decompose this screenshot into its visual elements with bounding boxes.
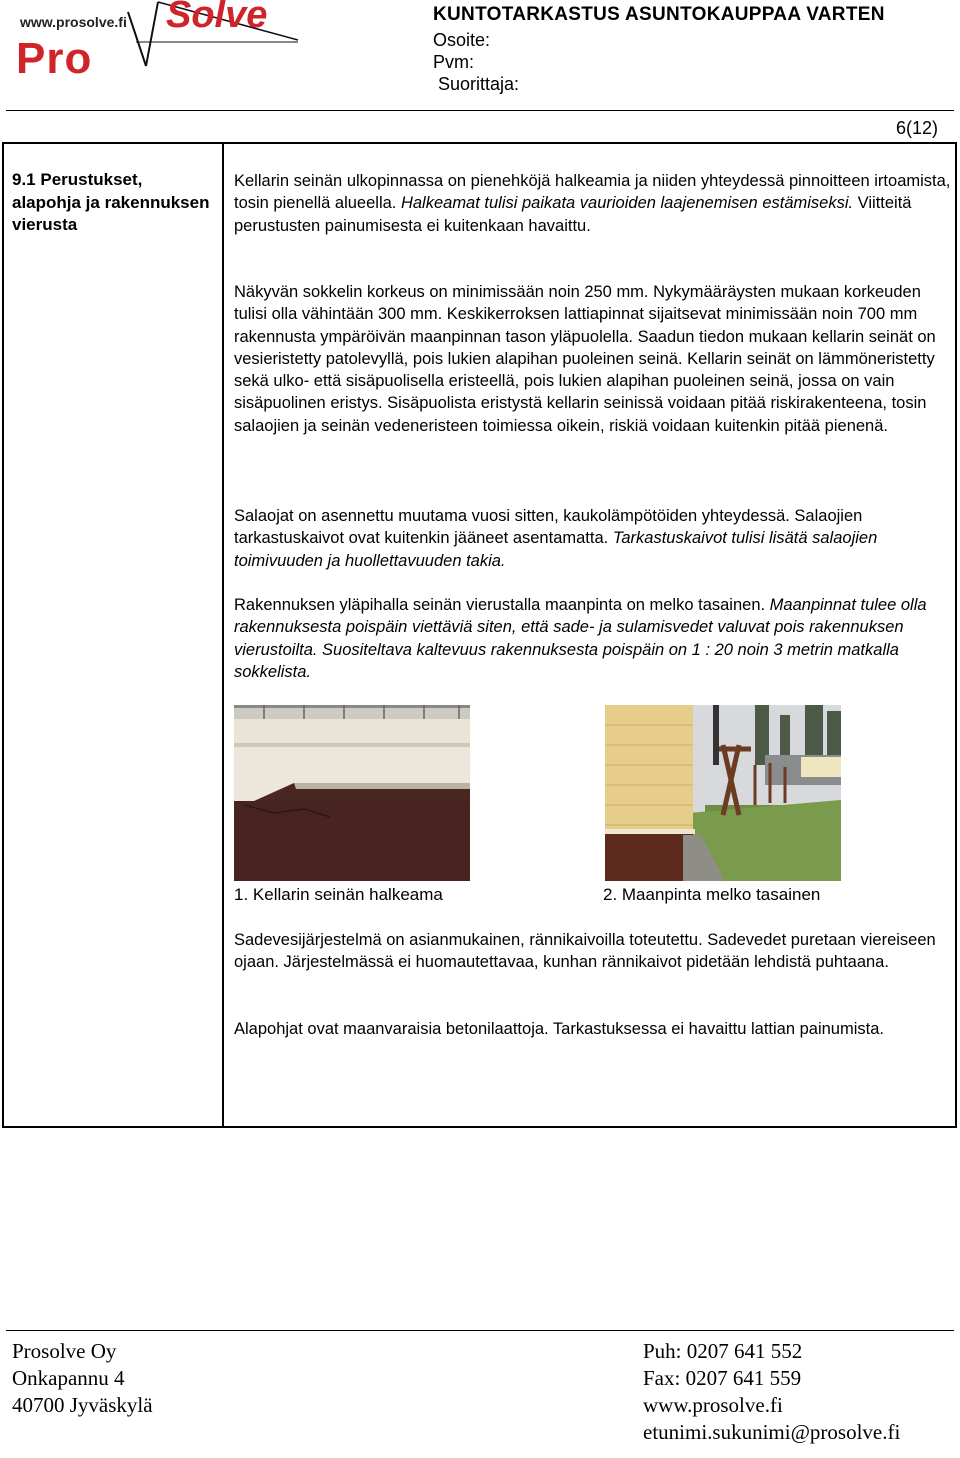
footer-phone: Puh: 0207 641 552 xyxy=(643,1339,803,1363)
paragraph-rainwater: Sadevesijärjestelmä on asianmukainen, rännikaivoilla toteutettu. Sadevedet puretaan viereiseen ojaan. Järjestelmässä ei huomautettavaa, kunhan rännikaivot pidetään lehdistä puhtaana. xyxy=(234,931,936,972)
footer-street: Onkapannu 4 xyxy=(12,1366,125,1390)
section-heading: 9.1 Perustukset, alapohja ja rakennuksen vierusta xyxy=(12,170,210,234)
paragraph-ground-slope-text: Rakennuksen yläpihalla seinän vierustalla maanpinta on melko tasainen. xyxy=(234,596,770,614)
photo-wall-crack xyxy=(234,705,470,881)
date-label: Pvm: xyxy=(433,52,475,72)
photo-caption-2: 2. Maanpinta melko tasainen xyxy=(603,885,821,904)
paragraph-ground-slope-recommendation: Maanpinnat tulee olla rakennuksesta poispäin viettäviä siten, että sade- ja sulamisvedet valuvat pois rakennuksen vierustoilta. Suositeltava kaltevuus rakennuksesta poispäin on 1 : 20 noin 3 metrin matkalla sokkelista. xyxy=(234,596,927,681)
footer-website-link[interactable]: www.prosolve.fi xyxy=(643,1393,783,1417)
paragraph-cracks-tail: Viitteitä perustusten painumisesta ei kuitenkaan havaittu. xyxy=(234,194,912,235)
paragraph-cracks xyxy=(234,170,952,237)
logo-solve-text: Solve xyxy=(166,0,268,36)
paragraph-cracks-recommendation: Halkeamat tulisi paikata vaurioiden laajenemisen estämiseksi. xyxy=(400,194,854,213)
footer-fax: Fax: 0207 641 559 xyxy=(643,1366,802,1390)
paragraph-plinth: Näkyvän sokkelin korkeus on minimissään noin 250 mm. Nykymääräysten mukaan korkeuden tulisi olla vähintään 300 mm. Keskikerroksen lattiapinnat sijaitsevat minimissään noin 700 mm rakennusta ympäröivän maanpinnan tason yläpuolella. Saadun tiedon mukaan kellarin seinät on vesieristetty patolevyllä, pois lukien alapihan puoleinen seinä. Kellarin seinät on lämmöneristetty sekä ulko- että sisäpuolisella eristeellä, pois lukien alapihan puoleinen seinä, jossa on vain sisäpuolinen eristys. Sisäpuolista eristystä kellarin seinissä voidaan pitää riskirakenteena, tosin salaojien ja seinän vedeneristeen toimiessa oikein, riskiä voidaan kuitenkin pitää pienenä. xyxy=(234,283,936,435)
paragraph-drainage xyxy=(234,505,952,572)
footer-company: Prosolve Oy xyxy=(12,1339,117,1363)
paragraph-drainage-text: Salaojat on asennettu muutama vuosi sitten, kaukolämpötöiden yhteydessä. Salaojien tarkastuskaivot ovat kuitenkin jääneet asentamatta. xyxy=(234,507,863,548)
paragraph-drainage-recommendation: Tarkastuskaivot tulisi lisätä salaojien toimivuuden ja huollettavuuden takia. xyxy=(234,529,878,570)
column-divider xyxy=(222,143,224,1128)
footer-city: 40700 Jyväskylä xyxy=(12,1393,153,1417)
logo-url-text: www.prosolve.fi xyxy=(20,14,127,30)
paragraph-base-floor: Alapohjat ovat maanvaraisia betonilaattoja. Tarkastuksessa ei havaittu lattian painumista. xyxy=(234,1020,884,1038)
logo-pro-text: Pro xyxy=(16,34,93,83)
photo-ground-level xyxy=(605,705,841,881)
photo-caption-1: 1. Kellarin seinän halkeama xyxy=(234,885,443,904)
header-divider xyxy=(6,110,954,111)
paragraph-ground-slope xyxy=(234,594,952,683)
document-title: KUNTOTARKASTUS ASUNTOKAUPPAA VARTEN xyxy=(433,4,885,25)
inspector-label: Suorittaja: xyxy=(438,74,520,94)
footer-email-link[interactable]: etunimi.sukunimi@prosolve.fi xyxy=(643,1420,901,1444)
address-label: Osoite: xyxy=(433,30,491,50)
page-number: 6(12) xyxy=(896,118,939,138)
prosolve-logo xyxy=(8,0,298,84)
paragraph-cracks-text: Kellarin seinän ulkopinnassa on pienehköjä halkeamia ja niiden yhteydessä pinnoitteen irtoamista, tosin pienellä alueella. xyxy=(234,172,951,213)
footer-divider xyxy=(6,1330,954,1331)
